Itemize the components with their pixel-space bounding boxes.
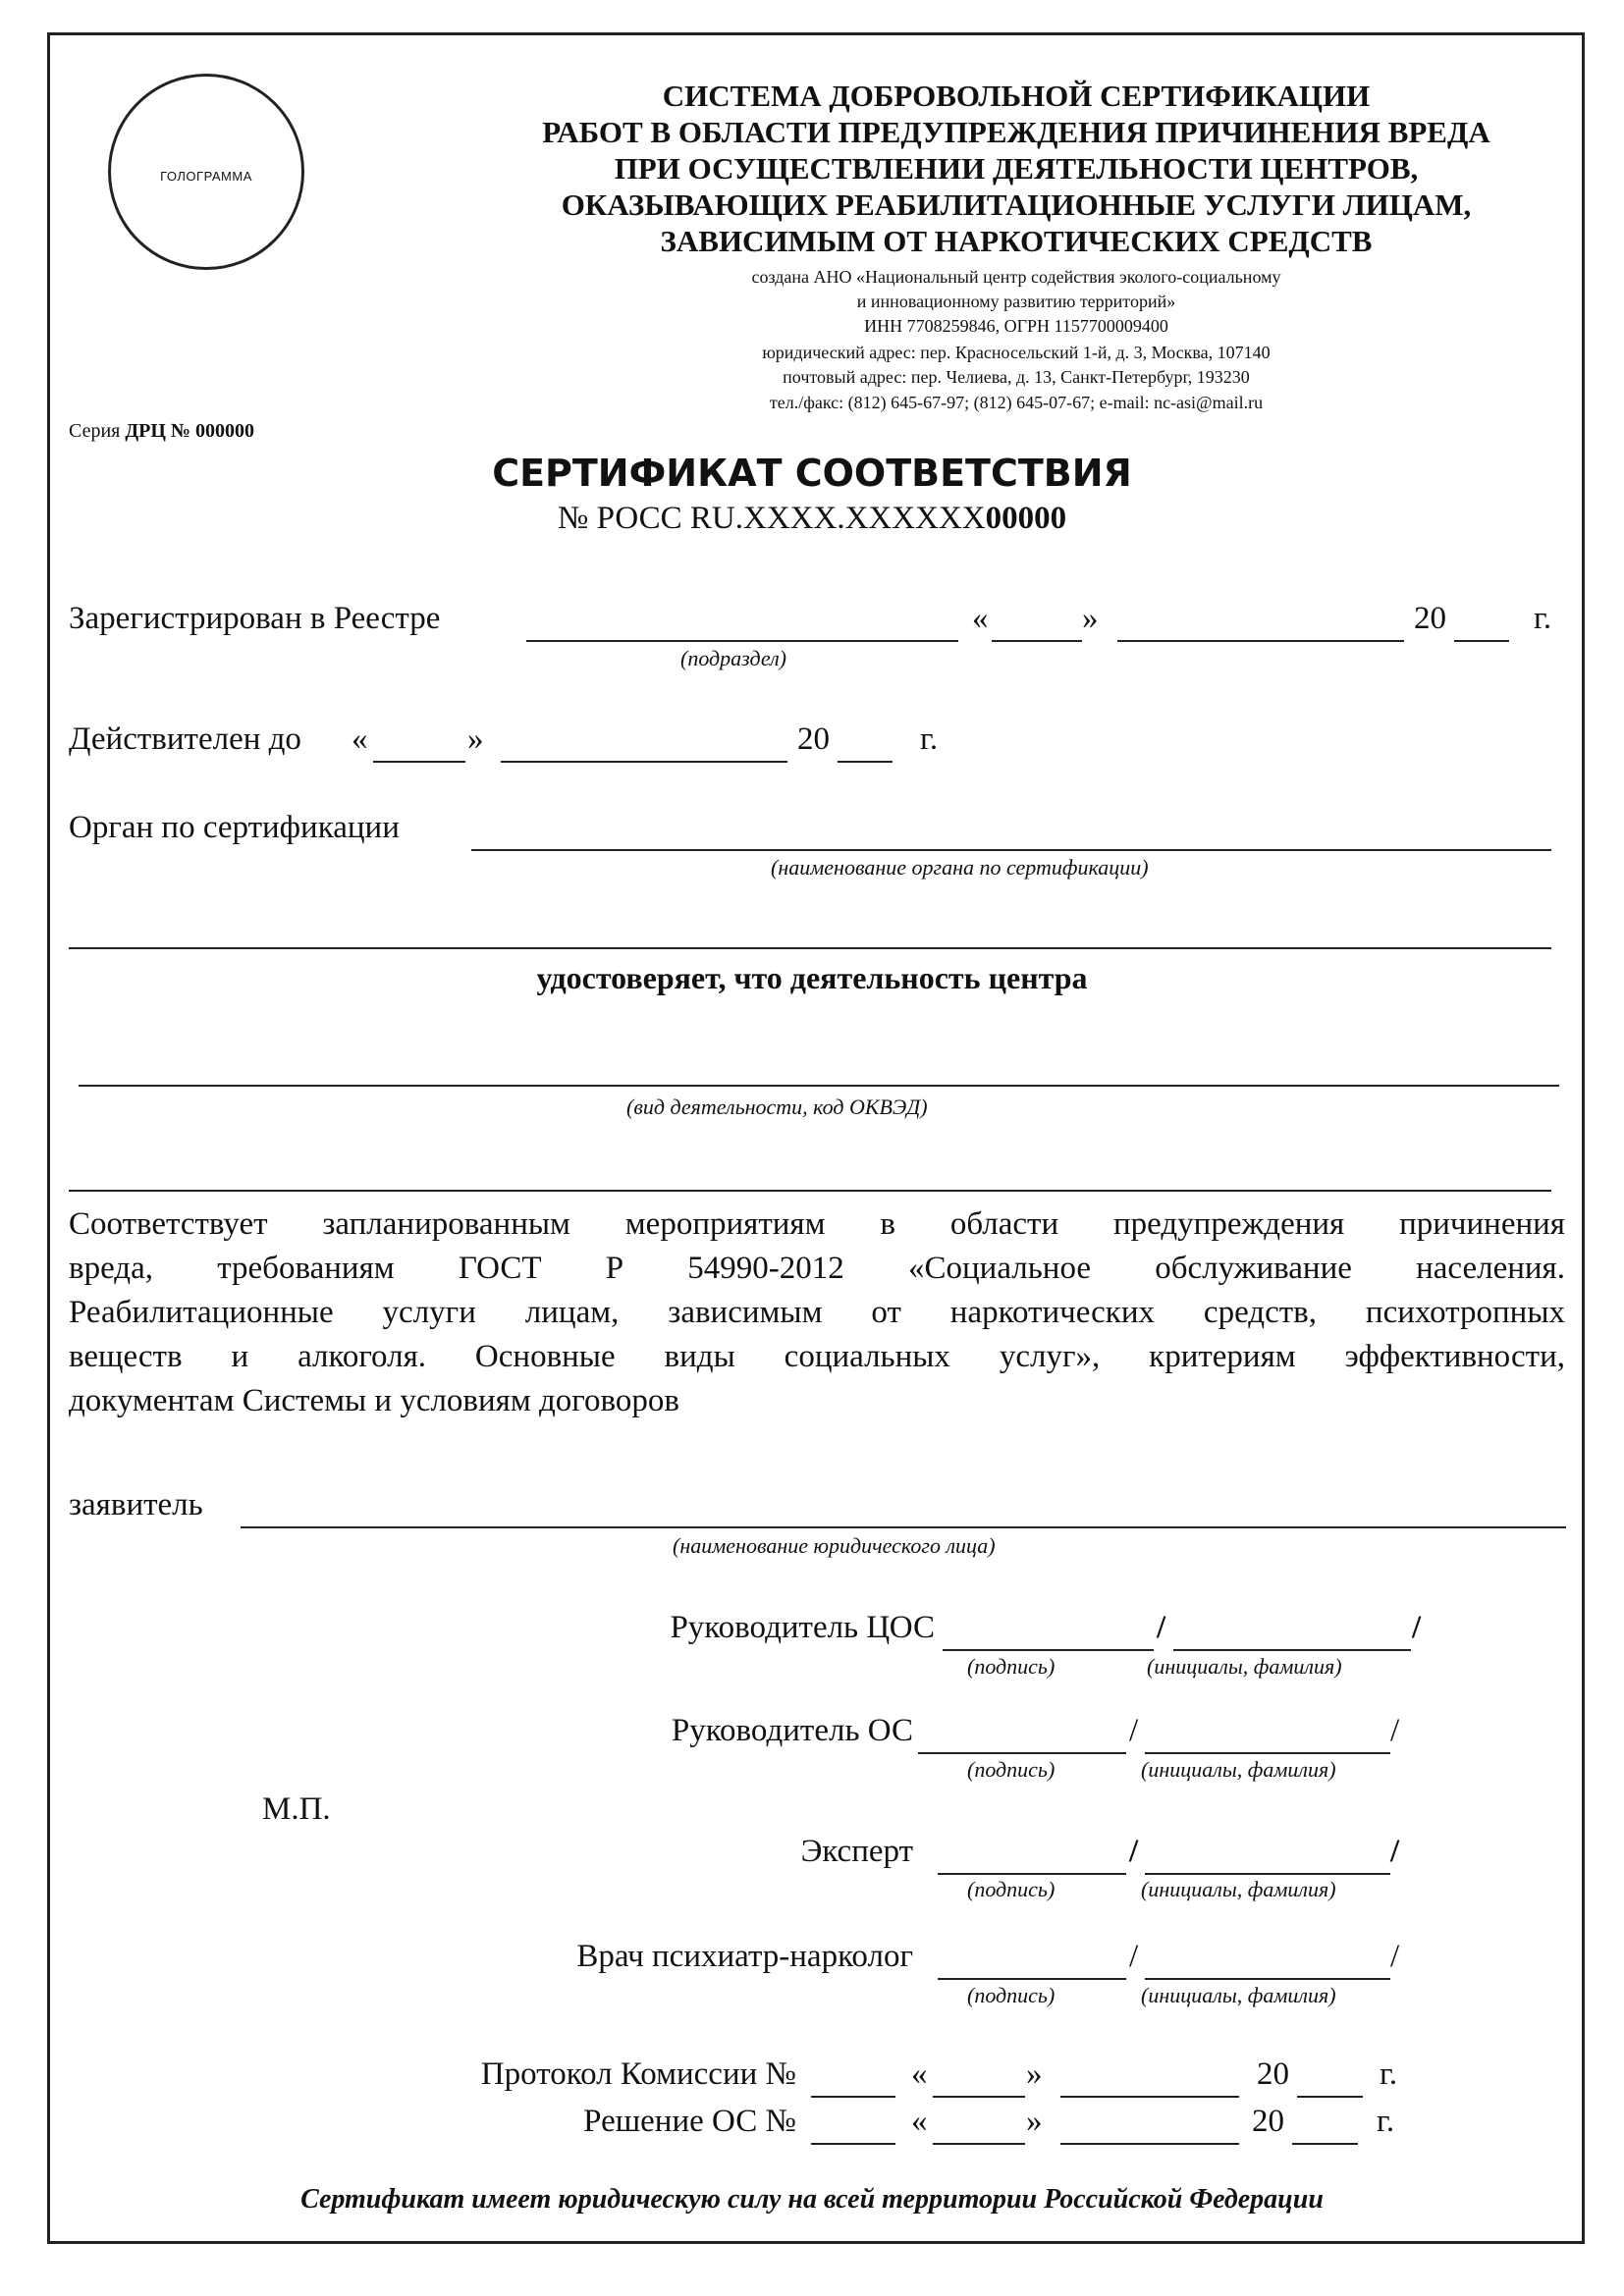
compliance-text-line: Реабилитационные услуги лицам, зависимым от наркотических средств, психотропных xyxy=(69,1295,1565,1330)
decision-year-blank[interactable] xyxy=(1292,2143,1358,2145)
series-prefix: Серия xyxy=(69,420,121,442)
protocol-month-blank[interactable] xyxy=(1060,2096,1239,2098)
year-prefix: 20 xyxy=(1257,2056,1289,2092)
header-info-line: ИНН 7708259846, ОГРН 1157700009400 xyxy=(864,316,1168,336)
signature-blank[interactable] xyxy=(938,1873,1126,1875)
header-title-line: ЗАВИСИМЫМ ОТ НАРКОТИЧЕСКИХ СРЕДСТВ xyxy=(660,224,1373,258)
certificate-number xyxy=(0,501,1624,537)
year-blank[interactable] xyxy=(1454,640,1509,642)
slash: / xyxy=(1412,1610,1422,1645)
protocol-year-blank[interactable] xyxy=(1297,2096,1363,2098)
stamp-place: М.П. xyxy=(262,1791,331,1827)
certificate-number-suffix: 00000 xyxy=(985,501,1067,536)
year-suffix: г. xyxy=(1377,2104,1395,2139)
signature-role: Эксперт xyxy=(800,1834,913,1869)
close-quote: » xyxy=(1026,2104,1043,2139)
day-blank[interactable] xyxy=(992,640,1082,642)
signature-role: Руководитель ОС xyxy=(671,1713,913,1748)
year-prefix: 20 xyxy=(1252,2104,1284,2139)
close-quote: » xyxy=(1026,2056,1043,2092)
signature-hint: (подпись) xyxy=(967,1654,1056,1679)
header-info-line: создана АНО «Национальный центр содействия эколого-социальному xyxy=(751,267,1281,287)
activity-blank[interactable] xyxy=(79,1085,1559,1087)
name-blank[interactable] xyxy=(1145,1873,1390,1875)
applicant-blank[interactable] xyxy=(241,1526,1566,1528)
series-code: ДРЦ № xyxy=(125,420,191,442)
compliance-text-line: вреда, требованиям ГОСТ Р 54990-2012 «Социальное обслуживание населения. xyxy=(69,1251,1565,1286)
year-suffix: г. xyxy=(920,721,939,757)
slash: / xyxy=(1390,1939,1400,1974)
registry-subsection-blank[interactable] xyxy=(526,640,958,642)
signature-role: Врач психиатр-нарколог xyxy=(576,1939,913,1974)
open-quote: « xyxy=(911,2104,928,2139)
subsection-hint: (подраздел) xyxy=(680,646,786,670)
open-quote: « xyxy=(972,601,989,636)
header-info-line: тел./факс: (812) 645-67-97; (812) 645-07-67; e-mail: nc-asi@mail.ru xyxy=(769,393,1264,412)
cert-body-blank-2[interactable] xyxy=(69,947,1551,949)
hologram-label: ГОЛОГРАММА xyxy=(160,169,252,184)
year-suffix: г. xyxy=(1380,2056,1398,2092)
series-number: 000000 xyxy=(195,420,255,442)
name-blank[interactable] xyxy=(1145,1978,1390,1980)
compliance-text-line: документам Системы и условиям договоров xyxy=(69,1383,679,1418)
activity-blank-2[interactable] xyxy=(69,1190,1551,1192)
header-title-line: РАБОТ В ОБЛАСТИ ПРЕДУПРЕЖДЕНИЯ ПРИЧИНЕНИЯ ВРЕДА xyxy=(542,115,1490,149)
slash: / xyxy=(1390,1713,1400,1748)
certificate-title: СЕРТИФИКАТ СООТВЕТСТВИЯ xyxy=(492,452,1132,495)
valid-day-blank[interactable] xyxy=(373,761,465,763)
name-hint: (инициалы, фамилия) xyxy=(1141,1877,1336,1901)
valid-until-label: Действителен до xyxy=(69,721,301,757)
activity-hint: (вид деятельности, код ОКВЭД) xyxy=(626,1095,928,1119)
decision-label: Решение ОС № xyxy=(583,2104,796,2139)
close-quote: » xyxy=(467,721,484,757)
signature-role: Руководитель ЦОС xyxy=(670,1610,935,1645)
slash: / xyxy=(1129,1713,1139,1748)
decision-number-blank[interactable] xyxy=(811,2143,895,2145)
name-hint: (инициалы, фамилия) xyxy=(1141,1757,1336,1782)
year-suffix: г. xyxy=(1534,601,1552,636)
certifies-statement: удостоверяет, что деятельность центра xyxy=(536,960,1088,995)
protocol-number-blank[interactable] xyxy=(811,2096,895,2098)
header-title-line: ПРИ ОСУЩЕСТВЛЕНИИ ДЕЯТЕЛЬНОСТИ ЦЕНТРОВ, xyxy=(614,151,1419,186)
close-quote: » xyxy=(1082,601,1099,636)
signature-blank[interactable] xyxy=(938,1978,1126,1980)
header-info-line: и инновационному развитию территорий» xyxy=(856,292,1176,311)
decision-day-blank[interactable] xyxy=(933,2143,1025,2145)
slash: / xyxy=(1390,1834,1400,1869)
signature-blank[interactable] xyxy=(943,1649,1154,1651)
name-hint: (инициалы, фамилия) xyxy=(1141,1983,1336,2007)
year-prefix: 20 xyxy=(797,721,830,757)
signature-hint: (подпись) xyxy=(967,1757,1056,1782)
header-info-line: юридический адрес: пер. Красносельский 1-й, д. 3, Москва, 107140 xyxy=(762,343,1271,362)
compliance-text-line: веществ и алкоголя. Основные виды социальных услуг», критериям эффективности, xyxy=(69,1339,1565,1374)
signature-blank[interactable] xyxy=(918,1752,1126,1754)
valid-month-blank[interactable] xyxy=(501,761,787,763)
slash: / xyxy=(1129,1834,1139,1869)
decision-month-blank[interactable] xyxy=(1060,2143,1239,2145)
valid-year-blank[interactable] xyxy=(838,761,893,763)
series-line xyxy=(69,420,254,443)
header-title-line: СИСТЕМА ДОБРОВОЛЬНОЙ СЕРТИФИКАЦИИ xyxy=(662,79,1371,113)
header-info-line: почтовый адрес: пер. Челиева, д. 13, Санкт-Петербург, 193230 xyxy=(783,367,1250,387)
compliance-text-line: Соответствует запланированным мероприятиям в области предупреждения причинения xyxy=(69,1206,1565,1242)
registered-label: Зарегистрирован в Реестре xyxy=(69,601,441,636)
name-blank[interactable] xyxy=(1173,1649,1411,1651)
month-blank[interactable] xyxy=(1117,640,1404,642)
open-quote: « xyxy=(352,721,368,757)
protocol-day-blank[interactable] xyxy=(933,2096,1025,2098)
protocol-label: Протокол Комиссии № xyxy=(480,2056,796,2092)
certificate-frame xyxy=(47,32,1585,2244)
certificate-number-prefix: № РОСС RU.XXXX.XXXXXX xyxy=(557,501,986,536)
name-blank[interactable] xyxy=(1145,1752,1390,1754)
year-prefix: 20 xyxy=(1414,601,1446,636)
legal-force-note: Сертификат имеет юридическую силу на всей территории Российской Федерации xyxy=(300,2184,1324,2215)
cert-body-label: Орган по сертификации xyxy=(69,810,400,845)
signature-hint: (подпись) xyxy=(967,1983,1056,2007)
cert-body-hint: (наименование органа по сертификации) xyxy=(771,855,1149,880)
cert-body-blank[interactable] xyxy=(471,849,1551,851)
open-quote: « xyxy=(911,2056,928,2092)
compliance-text xyxy=(69,1202,1565,1423)
slash: / xyxy=(1129,1939,1139,1974)
name-hint: (инициалы, фамилия) xyxy=(1147,1654,1342,1679)
header-title-line: ОКАЗЫВАЮЩИХ РЕАБИЛИТАЦИОННЫЕ УСЛУГИ ЛИЦАМ, xyxy=(561,187,1472,222)
signature-hint: (подпись) xyxy=(967,1877,1056,1901)
hologram-placeholder xyxy=(108,74,304,270)
slash: / xyxy=(1157,1610,1166,1645)
applicant-label: заявитель xyxy=(69,1487,203,1522)
applicant-hint: (наименование юридического лица) xyxy=(673,1533,996,1558)
